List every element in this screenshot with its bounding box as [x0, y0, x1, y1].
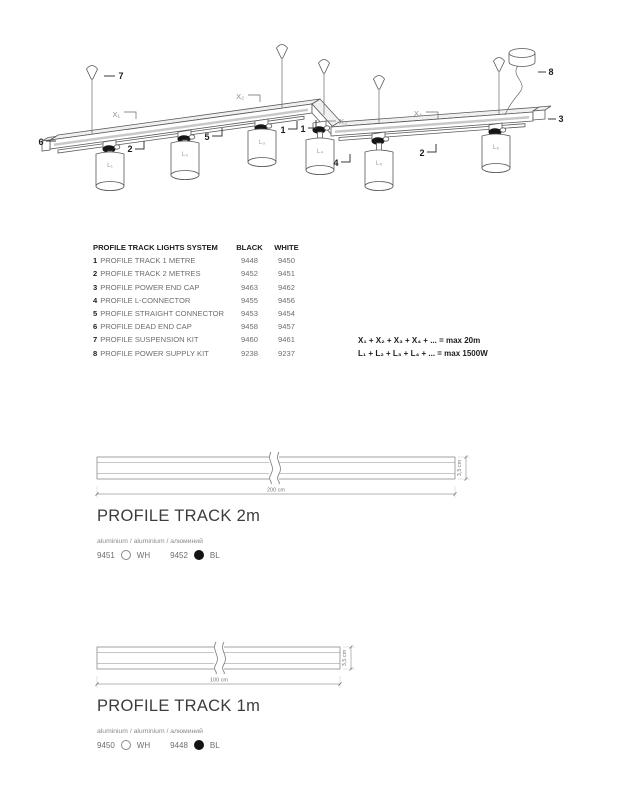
variant-color: WH [136, 550, 151, 560]
row-name: PROFILE L-CONNECTOR [100, 295, 191, 305]
track-system-diagram [0, 0, 622, 228]
callout-2b: 2 [419, 148, 425, 158]
capacity-formulas [358, 334, 488, 360]
product-variants [97, 550, 220, 560]
callout-1: 1 [280, 125, 286, 135]
height-dimension [342, 646, 355, 671]
product-profile-track-1m [85, 633, 525, 763]
row-number: 4 [93, 295, 98, 305]
variant-color: BL [209, 550, 220, 560]
table-row [93, 333, 305, 346]
code-white: 9456 [278, 295, 295, 305]
table-row [93, 254, 305, 267]
lamp-label: L₅ [375, 160, 383, 167]
suspension-kit [374, 76, 385, 125]
lamp-label: L₁ [107, 162, 113, 169]
product-title: PROFILE TRACK 1m [97, 697, 261, 715]
table-row [93, 307, 305, 320]
segment-label-x4: X₄ [413, 109, 422, 118]
row-name: PROFILE TRACK 2 METRES [100, 269, 201, 279]
parts-table-header [93, 241, 305, 254]
code-black: 9452 [241, 269, 258, 279]
suspension-kit [277, 45, 288, 109]
table-row [93, 320, 305, 333]
code-white: 9454 [278, 308, 295, 318]
row-number: 8 [93, 348, 98, 358]
row-name: PROFILE TRACK 1 METRE [100, 256, 196, 266]
column-white: WHITE [274, 243, 299, 252]
code-white: 9237 [278, 348, 295, 358]
row-name: PROFILE STRAIGHT CONNECTOR [100, 308, 224, 318]
lamp [171, 130, 199, 180]
table-row [93, 267, 305, 280]
callout-4: 4 [333, 158, 339, 168]
row-number: 3 [93, 282, 98, 292]
lamp-label: L₂ [181, 151, 189, 158]
code-white: 9451 [278, 269, 295, 279]
product-profile-track-2m [85, 443, 525, 573]
black-swatch-icon [194, 550, 204, 560]
suspension-kit [494, 58, 505, 116]
row-number: 7 [93, 335, 98, 345]
variant-color: WH [136, 740, 151, 750]
length-dimension [96, 676, 342, 688]
break-symbol [214, 642, 225, 674]
variant-code: 9452 [170, 550, 188, 560]
product-materials: aluminium / aluminium / алюминий [97, 728, 203, 735]
product-variants [97, 740, 220, 750]
callout-2: 2 [127, 144, 133, 154]
power-supply-kit [505, 49, 535, 116]
segment-label-x1: X₁ [112, 110, 120, 119]
parts-table [93, 241, 305, 360]
code-black: 9460 [241, 335, 258, 345]
parts-table-title: PROFILE TRACK LIGHTS SYSTEM [93, 243, 218, 252]
lamp-label: L₄ [316, 148, 324, 155]
row-name: PROFILE POWER END CAP [100, 282, 200, 292]
lamp-label: L₃ [258, 139, 266, 146]
code-black: 9453 [241, 308, 258, 318]
code-white: 9462 [278, 282, 295, 292]
variant-color: BL [209, 740, 220, 750]
lamp [306, 121, 334, 175]
suspension-kit [87, 66, 98, 135]
white-swatch-icon [121, 550, 131, 560]
break-symbol [269, 452, 280, 484]
length-label: 100 cm [209, 677, 229, 684]
table-row [93, 347, 305, 360]
row-name: PROFILE POWER SUPPLY KIT [100, 348, 209, 358]
profile-track-2m-drawing [85, 443, 485, 505]
profile-track-1m-drawing [85, 633, 485, 695]
segment-label-x2: X₂ [236, 92, 244, 101]
row-number: 2 [93, 269, 98, 279]
code-black: 9463 [241, 282, 258, 292]
row-number: 6 [93, 322, 98, 332]
lamp [482, 123, 510, 173]
column-black: BLACK [236, 243, 263, 252]
height-label: 3,5 cm [342, 649, 348, 667]
length-dimension [96, 486, 457, 498]
product-title: PROFILE TRACK 2m [97, 507, 261, 525]
callout-7: 7 [118, 71, 124, 81]
black-swatch-icon [194, 740, 204, 750]
table-row [93, 281, 305, 294]
variant-code: 9451 [97, 550, 115, 560]
callout-8: 8 [548, 67, 554, 77]
lamp [365, 132, 393, 191]
lamp-label: L₆ [492, 144, 500, 151]
code-white: 9450 [278, 256, 295, 266]
row-name: PROFILE DEAD END CAP [100, 322, 192, 332]
callout-3: 3 [558, 114, 564, 124]
row-name: PROFILE SUSPENSION KIT [100, 335, 199, 345]
code-black: 9455 [241, 295, 258, 305]
code-black: 9238 [241, 348, 258, 358]
variant-code: 9448 [170, 740, 188, 750]
table-row [93, 294, 305, 307]
product-materials: aluminium / aluminium / алюминий [97, 538, 203, 545]
variant-code: 9450 [97, 740, 115, 750]
row-number: 5 [93, 308, 98, 318]
callout-5: 5 [204, 132, 210, 142]
formula-max-power: L₁ + L₂ + L₃ + L₄ + ... = max 1500W [358, 349, 488, 358]
height-label: 3,5 cm [457, 459, 463, 477]
callout-1b: 1 [300, 124, 306, 134]
callout-6: 6 [38, 137, 44, 147]
row-number: 1 [93, 256, 98, 266]
height-dimension [457, 456, 470, 481]
track-rail-right [331, 106, 551, 141]
code-white: 9457 [278, 322, 295, 332]
code-black: 9458 [241, 322, 258, 332]
code-white: 9461 [278, 335, 295, 345]
segment-label-x3: X₃ [339, 117, 348, 126]
white-swatch-icon [121, 740, 131, 750]
length-label: 200 cm [266, 487, 286, 494]
formula-max-length: X₁ + X₂ + X₃ + X₄ + ... = max 20m [358, 336, 481, 345]
code-black: 9448 [241, 256, 258, 266]
